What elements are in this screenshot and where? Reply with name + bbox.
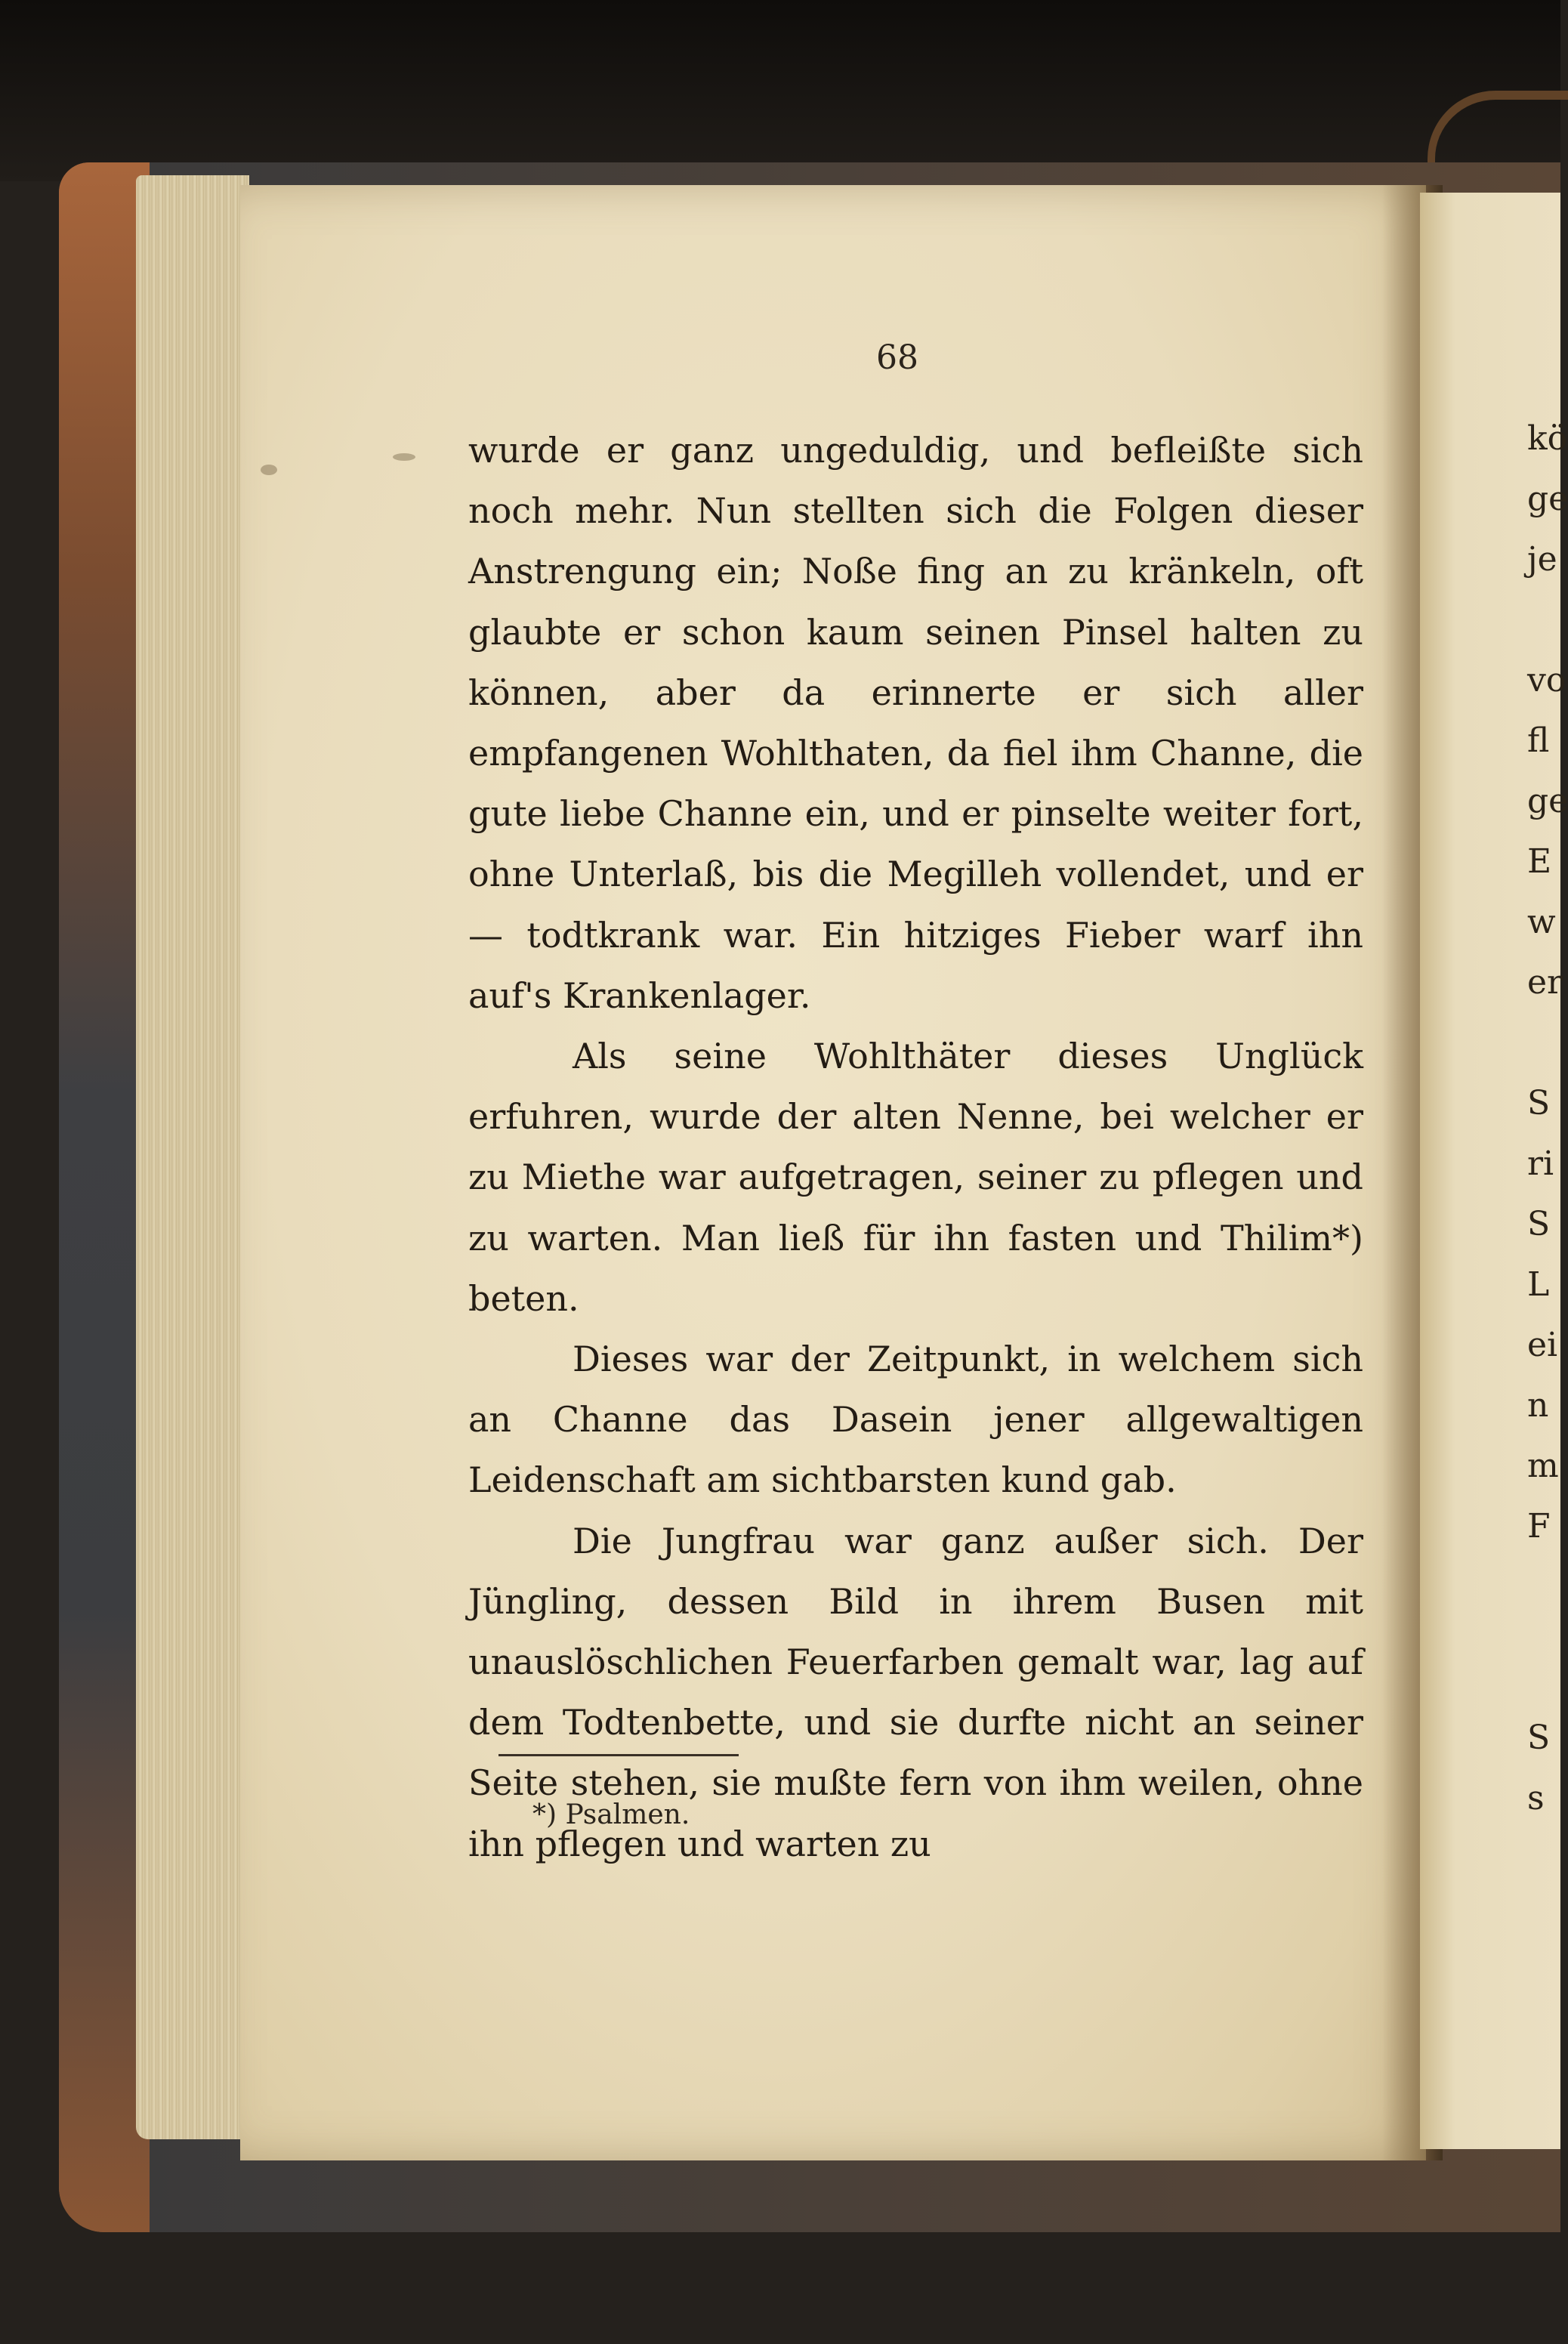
paragraph: wurde er ganz ungeduldig, und befleißte sich noch mehr. Nun stellten sich die Folgen dieser Anstrengung ein; Noße fing an zu kränkeln, oft glaubte er schon kaum seinen Pinsel halten zu können, aber da erinnerte er sich aller empfangenen Wohlthaten, da fiel ihm Channe, die gute liebe Channe ein, und er pinselte weiter fort, ohne Unterlaß, bis die Megilleh vollendet, und er — todtkrank war. Ein hitziges Fieber warf ihn auf's Krankenlager.: [468, 430, 1363, 1016]
facing-fragment: ge: [1527, 782, 1568, 820]
facing-fragment: L: [1527, 1265, 1550, 1304]
facing-fragment: m: [1527, 1447, 1559, 1485]
facing-fragment: s: [1527, 1779, 1545, 1817]
facing-fragment: er: [1527, 963, 1563, 1002]
paragraph: Als seine Wohlthäter dieses Unglück erfuhren, wurde der alten Nenne, bei welcher er zu Miethe war aufgetragen, seiner zu pflegen und zu warten. Man ließ für ihn fasten und Thilim*) beten.: [468, 1036, 1363, 1319]
ink-spot: [393, 453, 415, 461]
facing-fragment: S: [1527, 1719, 1551, 1757]
page-number: 68: [876, 338, 918, 377]
facing-fragment: ri: [1527, 1144, 1554, 1183]
facing-fragment: ei: [1527, 1326, 1558, 1364]
facing-fragment: n: [1527, 1386, 1549, 1425]
facing-fragment: S: [1527, 1205, 1551, 1243]
paragraph: Die Jungfrau war ganz außer sich. Der Jüngling, dessen Bild in ihrem Busen mit unauslöschlichen Feuerfarben gemalt war, lag auf dem Todtenbette, und sie durfte nicht an seiner Seite stehen, sie mußte fern von ihm weilen, ohne ihn pflegen und warten zu: [468, 1520, 1363, 1864]
facing-fragment: fl: [1527, 721, 1550, 760]
facing-fragment: kö: [1527, 419, 1568, 458]
footnote-rule: [498, 1754, 739, 1756]
body-text: [468, 420, 1363, 1874]
facing-fragment: ge: [1527, 480, 1568, 518]
footnote: *) Psalmen.: [532, 1799, 690, 1830]
paragraph: Dieses war der Zeitpunkt, in welchem sich an Channe das Dasein jener allgewaltigen Leidenschaft am sichtbarsten kund gab.: [468, 1339, 1363, 1501]
facing-fragment: F: [1527, 1507, 1551, 1546]
facing-fragment: je: [1527, 540, 1557, 579]
facing-fragment: E: [1527, 842, 1552, 881]
facing-fragment: S: [1527, 1084, 1551, 1123]
ink-spot: [261, 465, 277, 475]
facing-fragment: w: [1527, 903, 1556, 941]
backdrop: [0, 0, 1560, 181]
page-fore-edge: [136, 175, 249, 2139]
facing-fragment: vo: [1527, 661, 1566, 699]
